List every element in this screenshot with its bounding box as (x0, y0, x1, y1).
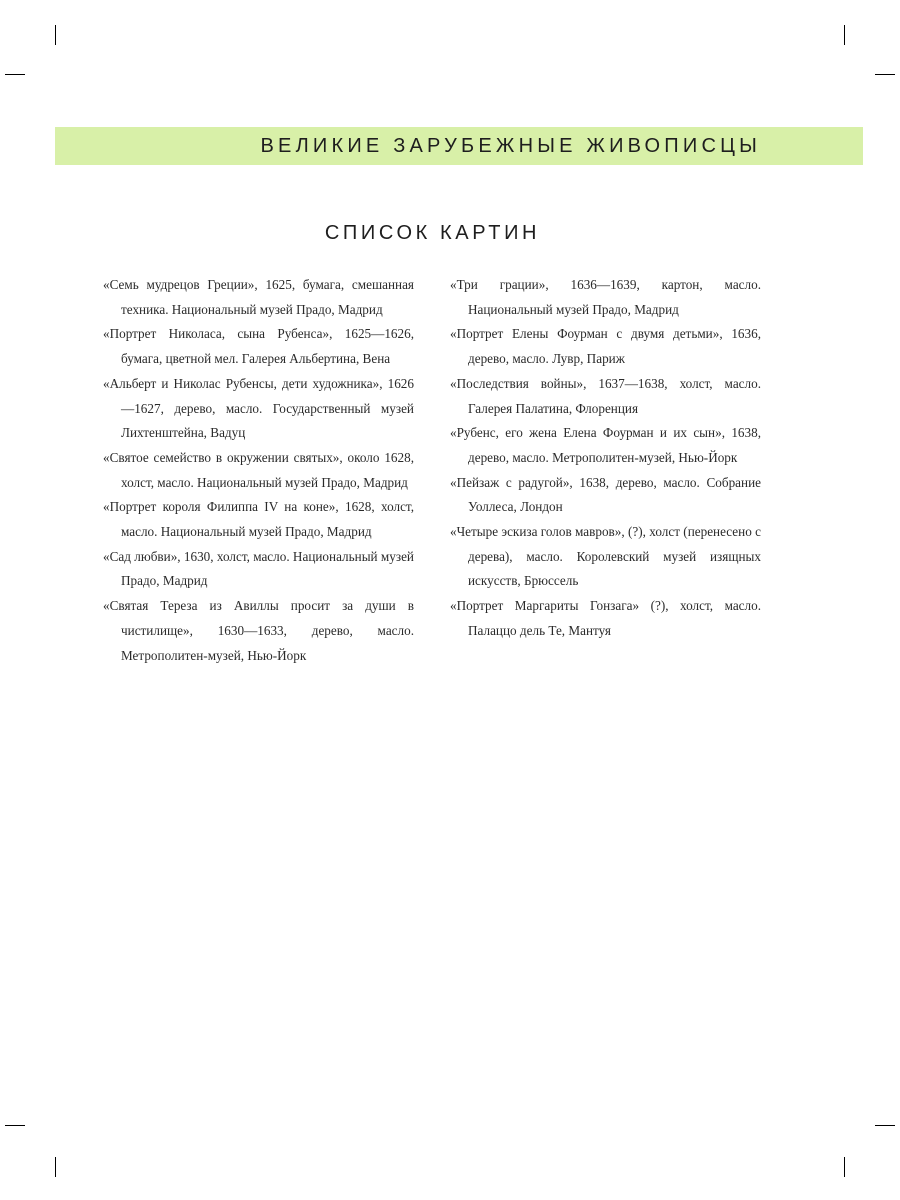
crop-mark-bottom-right-horizontal (875, 1125, 895, 1126)
crop-mark-top-right-horizontal (875, 74, 895, 75)
book-title: ВЕЛИКИЕ ЗАРУБЕЖНЫЕ ЖИВОПИСЦЫ (260, 135, 761, 157)
painting-entry: «Альберт и Николас Рубенсы, дети художника», 1626—1627, дерево, масло. Государственный музей Лихтенштейна, Вадуц (103, 375, 414, 441)
crop-mark-bottom-right-vertical (844, 1157, 845, 1177)
crop-mark-bottom-left-vertical (55, 1157, 56, 1177)
painting-entry: «Четыре эскиза голов мавров», (?), холст (перенесено с дерева), масло. Королевский музей изящных искусств, Брюссель (450, 524, 761, 589)
crop-mark-top-left-vertical (55, 25, 56, 45)
crop-mark-top-left-horizontal (5, 74, 25, 75)
crop-mark-top-right-vertical (844, 25, 845, 45)
paintings-list-left (103, 273, 414, 668)
painting-entry: «Пейзаж с радугой», 1638, дерево, масло. Собрание Уоллеса, Лондон (450, 474, 761, 515)
paintings-list-right (450, 273, 761, 644)
painting-entry: «Три грации», 1636—1639, картон, масло. Национальный музей Прадо, Мадрид (450, 277, 761, 317)
painting-entry: «Портрет Елены Фоурман с двумя детьми», 1636, дерево, масло. Лувр, Париж (450, 326, 761, 367)
painting-entry: «Святое семейство в окружении святых», около 1628, холст, масло. Национальный музей Прадо, Мадрид (103, 449, 414, 490)
painting-entry: «Портрет короля Филиппа IV на коне», 1628, холст, масло. Национальный музей Прадо, Мадрид (103, 499, 414, 540)
crop-mark-bottom-left-horizontal (5, 1125, 25, 1126)
painting-entry: «Портрет Николаса, сына Рубенса», 1625—1626, бумага, цветной мел. Галерея Альбертина, Вена (103, 326, 414, 367)
painting-entry: «Святая Тереза из Авиллы просит за души в чистилище», 1630—1633, дерево, масло. Метрополитен-музей, Нью-Йорк (103, 598, 414, 663)
painting-entry: «Сад любви», 1630, холст, масло. Национальный музей Прадо, Мадрид (103, 548, 414, 589)
section-title: СПИСОК КАРТИН (324, 222, 541, 244)
painting-entry: «Рубенс, его жена Елена Фоурман и их сын», 1638, дерево, масло. Метрополитен-музей, Нью-Йорк (450, 425, 761, 465)
header-band (55, 127, 863, 165)
painting-entry: «Последствия войны», 1637—1638, холст, масло. Галерея Палатина, Флоренция (450, 375, 761, 416)
painting-entry: «Портрет Маргариты Гонзага» (?), холст, масло. Палаццо дель Те, Мантуя (450, 598, 761, 638)
painting-entry: «Семь мудрецов Греции», 1625, бумага, смешанная техника. Национальный музей Прадо, Мадрид (103, 277, 414, 317)
